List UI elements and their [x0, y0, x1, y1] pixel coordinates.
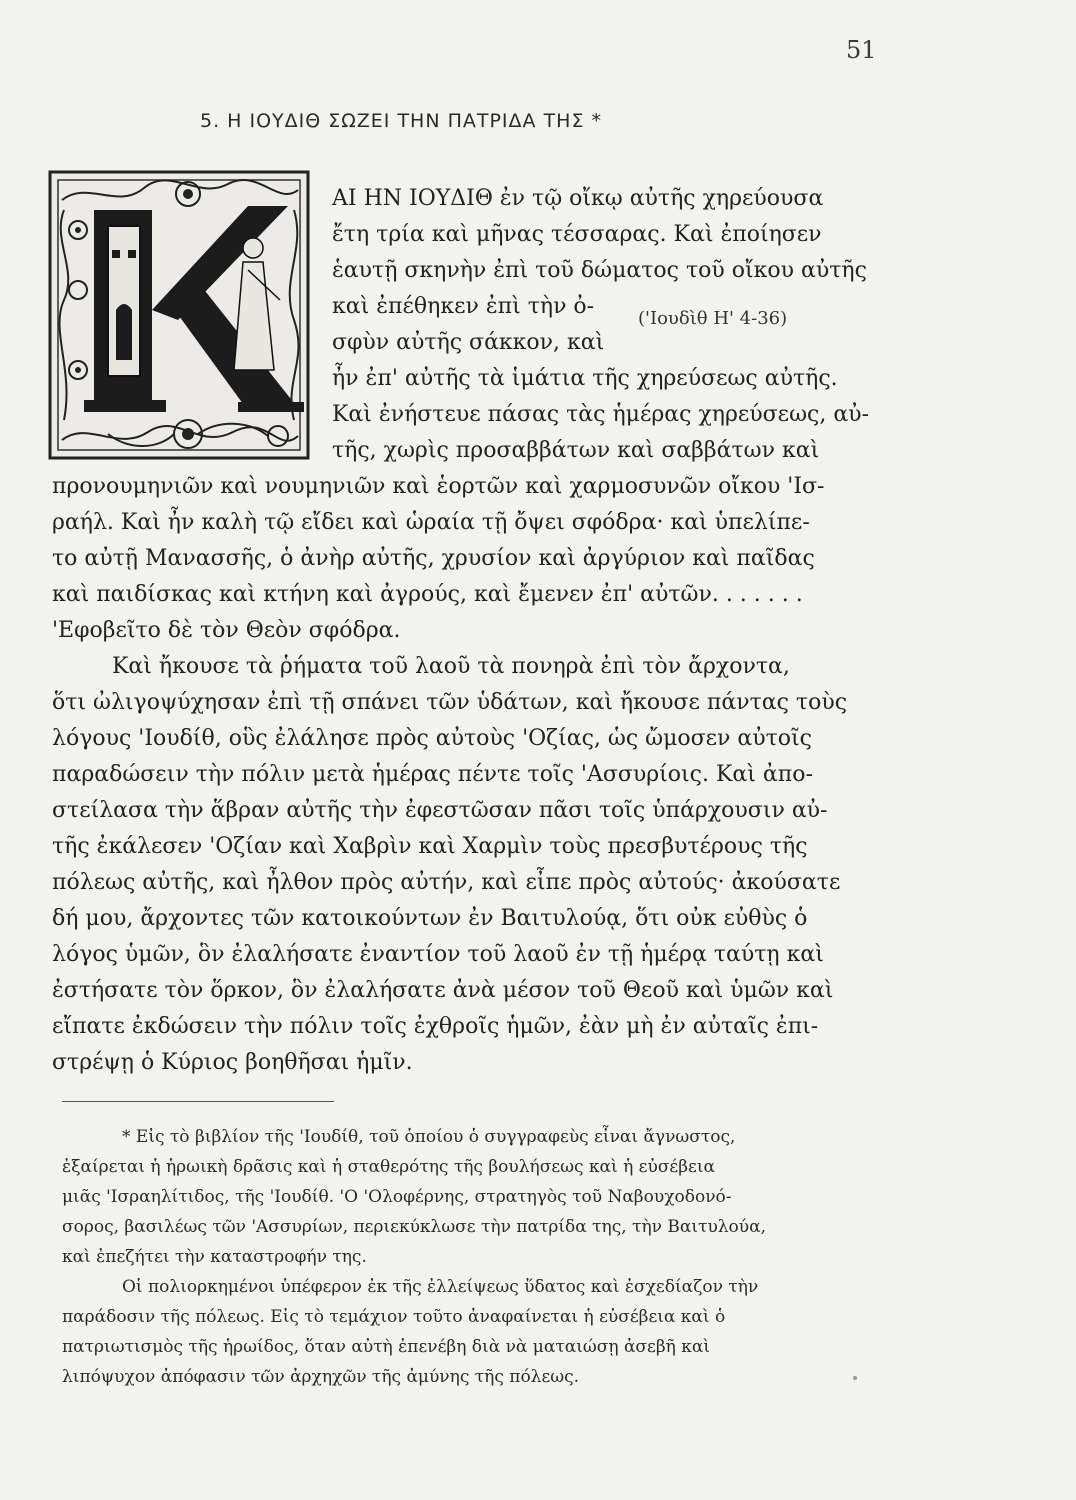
- body-line: στείλασα τὴν ἅβραν αὐτῆς τὴν ἐφεστῶσαν πᾶσι τοῖς ὑπάρχουσιν αὐ-: [52, 798, 828, 823]
- footnote-line: σορος, βασιλέως τῶν 'Ασσυρίων, περιεκύκλωσε τὴν πατρίδα της, τὴν Βαιτυλούα,: [62, 1217, 767, 1237]
- body-line: σφὺν αὐτῆς σάκκον, καὶ: [332, 330, 605, 355]
- body-line: εἴπατε ἐκδώσειν τὴν πόλιν τοῖς ἐχθροῖς ἡμῶν, ἐὰν μὴ ἐν αὐταῖς ἐπι-: [52, 1014, 819, 1039]
- footnote-rule: [62, 1101, 334, 1102]
- chapter-heading: 5. Η ΙΟΥΔΙΘ ΣΩΖΕΙ ΤΗΝ ΠΑΤΡΙΔΑ ΤΗΣ *: [200, 110, 603, 132]
- body-line: παραδώσειν τὴν πόλιν μετὰ ἡμέρας πέντε τοῖς 'Ασσυρίοις. Καὶ ἀπο-: [52, 762, 813, 787]
- page-number: 51: [846, 36, 877, 64]
- body-line: ὅτι ὠλιγοψύχησαν ἐπὶ τῇ σπάνει τῶν ὑδάτων, καὶ ἤκουσε πάντας τοὺς: [52, 690, 848, 715]
- body-line: καὶ παιδίσκας καὶ κτήνη καὶ ἀγρούς, καὶ ἔμενεν ἐπ' αὐτῶν. . . . . . .: [52, 582, 803, 607]
- body-line: το αὐτῇ Μανασσῆς, ὁ ἀνὴρ αὐτῆς, χρυσίον καὶ ἀργύριον καὶ παῖδας: [52, 546, 815, 571]
- body-line: πόλεως αὐτῆς, καὶ ἦλθον πρὸς αὐτήν, καὶ εἶπε πρὸς αὐτούς· ἀκούσατε: [52, 870, 841, 895]
- body-line: ΑΙ ΗΝ ΙΟΥΔΙΘ ἐν τῷ οἴκῳ αὐτῆς χηρεύουσα: [332, 186, 824, 211]
- body-line: ραήλ. Καὶ ἦν καλὴ τῷ εἴδει καὶ ὡραία τῇ ὄψει σφόδρα· καὶ ὑπελίπε-: [52, 510, 810, 535]
- footnote-line: καὶ ἐπεζήτει τὴν καταστροφήν της.: [62, 1247, 367, 1267]
- body-line: δή μου, ἄρχοντες τῶν κατοικούντων ἐν Βαιτυλούᾳ, ὅτι οὐκ εὐθὺς ὁ: [52, 906, 808, 931]
- body-line: Καὶ ἤκουσε τὰ ῥήματα τοῦ λαοῦ τὰ πονηρὰ ἐπὶ τὸν ἄρχοντα,: [112, 654, 790, 679]
- footnote-line: παράδοσιν τῆς πόλεως. Εἰς τὸ τεμάχιον τοῦτο ἀναφαίνεται ἡ εὐσέβεια καὶ ὁ: [62, 1307, 726, 1327]
- body-line: τῆς ἐκάλεσεν 'Οζίαν καὶ Χαβρὶν καὶ Χαρμὶν τοὺς πρεσβυτέρους τῆς: [52, 834, 808, 859]
- footnote-line: λιπόψυχον ἀπόφασιν τῶν ἀρχηχῶν τῆς ἀμύνης τῆς πόλεως.: [62, 1367, 580, 1387]
- print-speck: [853, 1376, 857, 1380]
- body-line: ἑαυτῇ σκηνὴν ἐπὶ τοῦ δώματος τοῦ οἴκου αὐτῆς: [332, 258, 867, 283]
- body-line: ἐστήσατε τὸν ὅρκον, ὃν ἐλαλήσατε ἀνὰ μέσον τοῦ Θεοῦ καὶ ὑμῶν καὶ: [52, 978, 834, 1003]
- decorated-initial-kappa-icon: [48, 170, 310, 460]
- body-line: στρέψῃ ὁ Κύριος βοηθῆσαι ἡμῖν.: [52, 1050, 413, 1075]
- scripture-reference: ('Ιουδὶθ Η' 4-36): [638, 308, 788, 329]
- footnote-line: μιᾶς 'Ισραηλίτιδος, τῆς 'Ιουδίθ. 'Ο 'Ολοφέρνης, στρατηγὸς τοῦ Ναβουχοδονό-: [62, 1187, 732, 1207]
- footnote-line: ἐξαίρεται ἡ ἡρωικὴ δρᾶσις καὶ ἡ σταθερότης τῆς βουλήσεως καὶ ἡ εὐσέβεια: [62, 1157, 716, 1177]
- body-line: προνουμηνιῶν καὶ νουμηνιῶν καὶ ἑορτῶν καὶ χαρμοσυνῶν οἴκου 'Ισ-: [52, 474, 825, 499]
- body-line: ἦν ἐπ' αὐτῆς τὰ ἱμάτια τῆς χηρεύσεως αὐτῆς.: [332, 366, 838, 391]
- body-line: λόγους 'Ιουδίθ, οὓς ἐλάλησε πρὸς αὐτοὺς 'Οζίας, ὡς ὤμοσεν αὐτοῖς: [52, 726, 812, 751]
- body-line: Καὶ ἐνήστευε πάσας τὰς ἡμέρας χηρεύσεως, αὐ-: [332, 402, 869, 427]
- body-line: 'Εφοβεῖτο δὲ τὸν Θεὸν σφόδρα.: [52, 618, 401, 643]
- body-line: τῆς, χωρὶς προσαββάτων καὶ σαββάτων καὶ: [332, 438, 820, 463]
- footnote-line: Οἱ πολιορκημένοι ὑπέφερον ἐκ τῆς ἐλλείψεως ὕδατος καὶ ἐσχεδίαζον τὴν: [122, 1277, 759, 1297]
- body-line: καὶ ἐπέθηκεν ἐπὶ τὴν ὀ-: [332, 294, 595, 319]
- body-line: ἔτη τρία καὶ μῆνας τέσσαρας. Καὶ ἐποίησεν: [332, 222, 822, 247]
- body-line: λόγος ὑμῶν, ὃν ἐλαλήσατε ἐναντίον τοῦ λαοῦ ἐν τῇ ἡμέρᾳ ταύτῃ καὶ: [52, 942, 824, 967]
- footnote-line: * Εἰς τὸ βιβλίον τῆς 'Ιουδίθ, τοῦ ὁποίου ὁ συγγραφεὺς εἶναι ἄγνωστος,: [122, 1127, 736, 1147]
- footnote-line: πατριωτισμὸς τῆς ἡρωίδος, ὅταν αὐτὴ ἐπενέβη διὰ νὰ ματαιώσῃ ἀσεβῆ καὶ: [62, 1337, 711, 1357]
